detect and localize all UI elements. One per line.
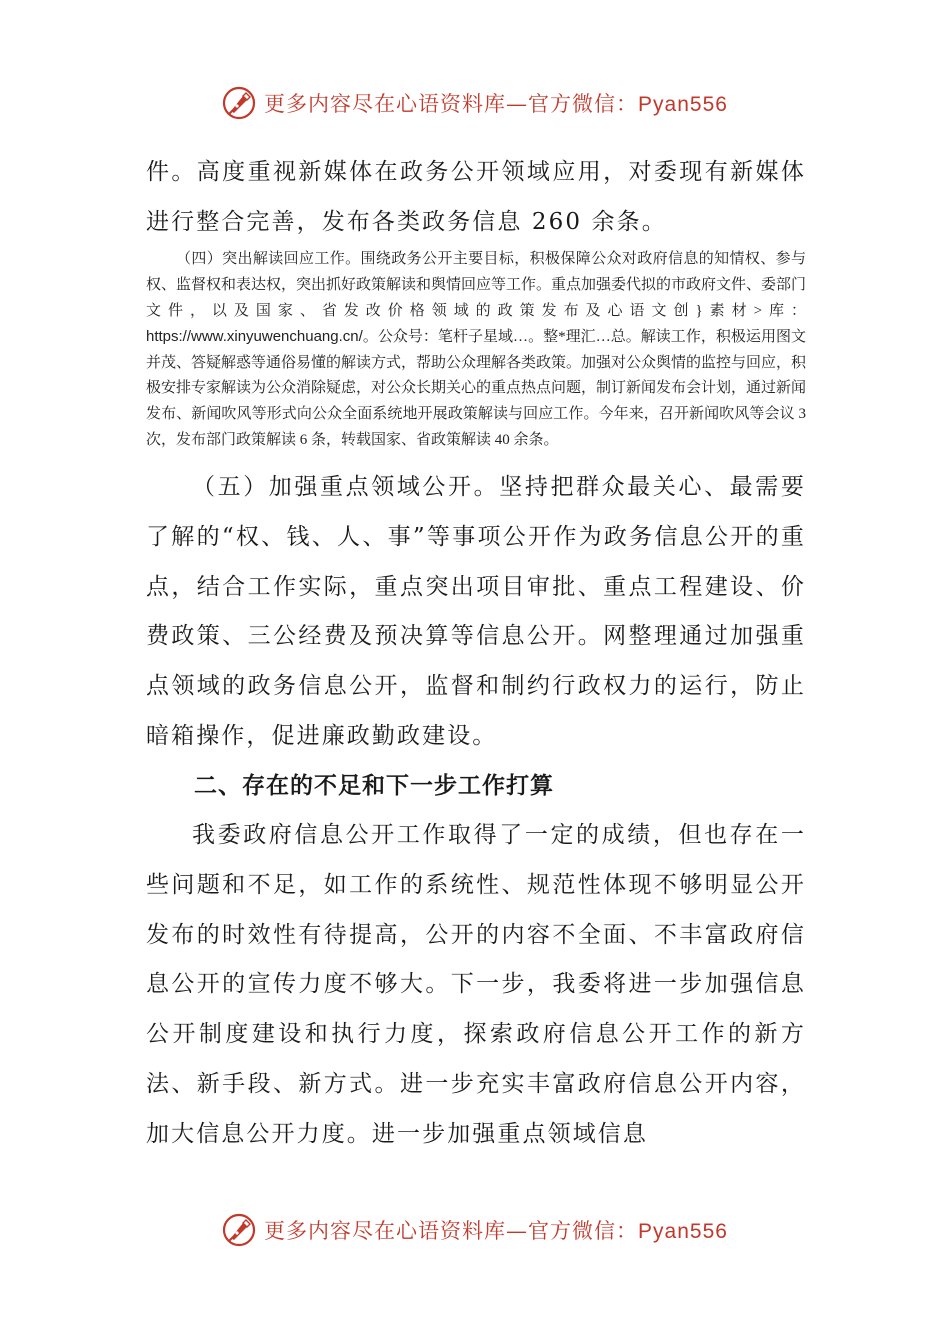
footer-banner <box>0 1205 950 1255</box>
banner-label: 更多内容尽在心语资料库—官方微信： <box>264 92 639 116</box>
paragraph-continuation: 件。高度重视新媒体在政务公开领域应用，对委现有新媒体进行整合完善，发布各类政务信息 260 余条。 <box>146 159 806 235</box>
banner-text <box>264 1215 728 1245</box>
paragraph-section-five: （五）加强重点领域公开。坚持把群众最关心、最需要了解的“权、钱、人、事”等事项公开作为政务信息公开的重点，结合工作实际，重点突出项目审批、重点工程建设、价费政策、三公经费及预决算等信息公开。网整理通过加强重点领域的政务信息公开，监督和制约行政权力的运行，防止暗箱操作，促进廉政勤政建设。 <box>146 474 806 749</box>
paragraph-shortcomings: 我委政府信息公开工作取得了一定的成绩，但也存在一些问题和不足，如工作的系统性、规范性体现不够明显公开发布的时效性有待提高，公开的内容不全面、不丰富政府信息公开的宣传力度不够大。下一步，我委将进一步加强信息公开制度建设和执行力度，探索政府信息公开工作的新方法、新手段、新方式。进一步充实丰富政府信息公开内容，加大信息公开力度。进一步加强重点领域信息 <box>146 822 806 1147</box>
section-heading-two: 二、存在的不足和下一步工作打算 <box>194 773 554 800</box>
banner-wechat-handle: Pyan556 <box>638 1220 728 1243</box>
banner-label: 更多内容尽在心语资料库—官方微信： <box>264 1219 639 1243</box>
header-banner <box>0 78 950 128</box>
banner-text <box>264 88 728 118</box>
section-four-text-a: （四）突出解读回应工作。围绕政务公开主要目标，积极保障公众对政府信息的知情权、参与权、监督权和表达权，突出抓好政策解读和舆情回应等工作。重点加强委代拟的市政府文件、委部门文件，以及国家、省发改价格领域的政策发布及心语文创}素材>库： <box>146 251 807 319</box>
paragraph-section-four <box>146 247 806 453</box>
document-body <box>146 148 806 1159</box>
section-four-text-b: 。公众号：笔杆子星域…。整*理汇…总。解读工作，积极运用图文并茂、答疑解惑等通俗易懂的解读方式，帮助公众理解各类政策。加强对公众舆情的监控与回应，积极安排专家解读为公众消除疑虑，对公众长期关心的重点热点问题，制订新闻发布会计划，通过新闻发布、新闻吹风等形式向公众全面系统地开展政策解读与回应工作。今年来，召开新闻吹风等会议 3 次，发布部门政策解读 6 条，转载国家、省政策解读 40 余条。 <box>146 329 807 448</box>
pen-nib-logo-icon <box>222 1213 256 1247</box>
pen-nib-logo-icon <box>222 86 256 120</box>
banner-wechat-handle: Pyan556 <box>638 93 728 116</box>
website-link[interactable]: https://www.xinyuwenchuang.cn/ <box>146 328 363 346</box>
